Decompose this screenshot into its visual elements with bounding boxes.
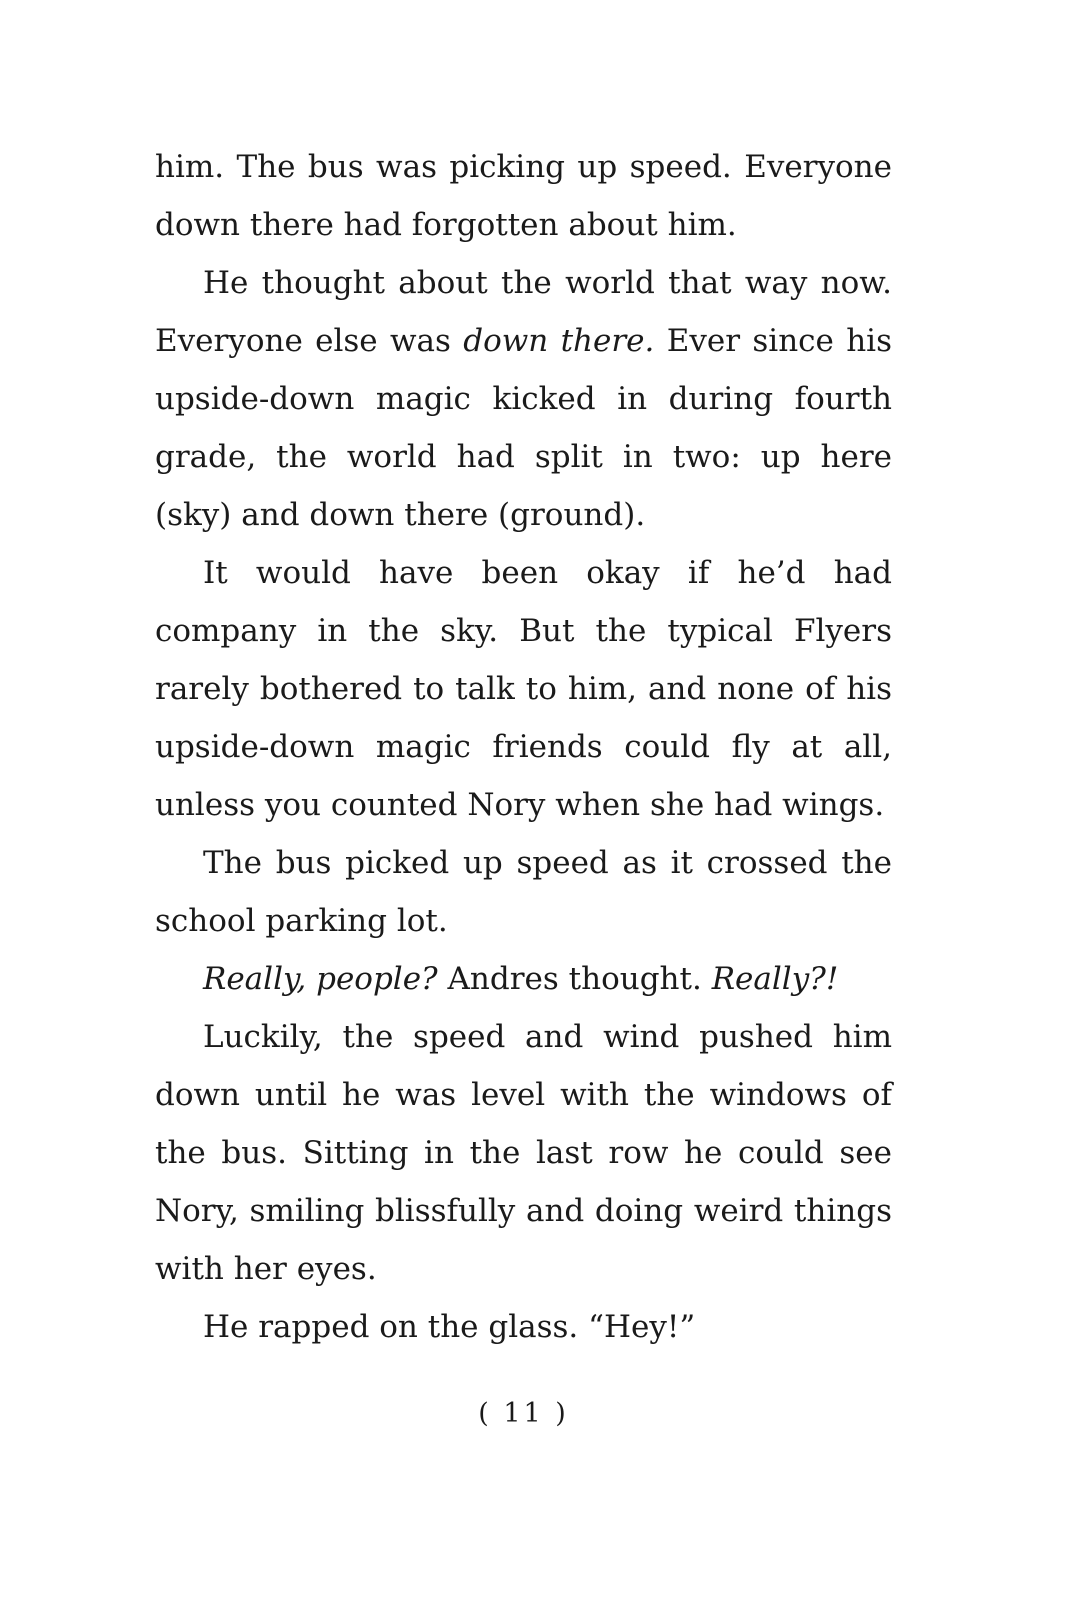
body-text: [155, 138, 892, 1356]
paragraph: [155, 1298, 892, 1356]
text-run: The bus picked up speed as it crossed the school parking lot.: [155, 845, 892, 939]
text-run: He thought about the world that way now. Everyone else was: [155, 265, 892, 359]
text-run: Andres thought.: [437, 961, 712, 997]
paragraph: [155, 1008, 892, 1298]
paragraph: [155, 834, 892, 950]
italic-text-run: down there.: [463, 323, 655, 359]
text-run: He rapped on the glass. “Hey!”: [203, 1309, 696, 1345]
text-run: Ever since his upside-down magic kicked in during fourth grade, the world had split in two: up here (sky) and down there (ground).: [155, 323, 892, 533]
paragraph: [155, 254, 892, 544]
text-run: Luckily, the speed and wind pushed him down until he was level with the windows of the bus. Sitting in the last row he could see Nory, smiling blissfully and doing weird things with her eyes.: [155, 1019, 892, 1287]
text-run: him. The bus was picking up speed. Everyone down there had forgotten about him.: [155, 149, 892, 243]
paragraph: [155, 138, 892, 254]
italic-text-run: Really?!: [711, 961, 839, 997]
page-number: ( 11 ): [478, 1398, 569, 1429]
text-run: It would have been okay if he’d had company in the sky. But the typical Flyers rarely bothered to talk to him, and none of his upside-down magic friends could fly at all, unless you counted Nory when she had wings.: [155, 555, 892, 823]
italic-text-run: Really, people?: [203, 961, 438, 997]
paragraph: [155, 950, 892, 1008]
paragraph: [155, 544, 892, 834]
